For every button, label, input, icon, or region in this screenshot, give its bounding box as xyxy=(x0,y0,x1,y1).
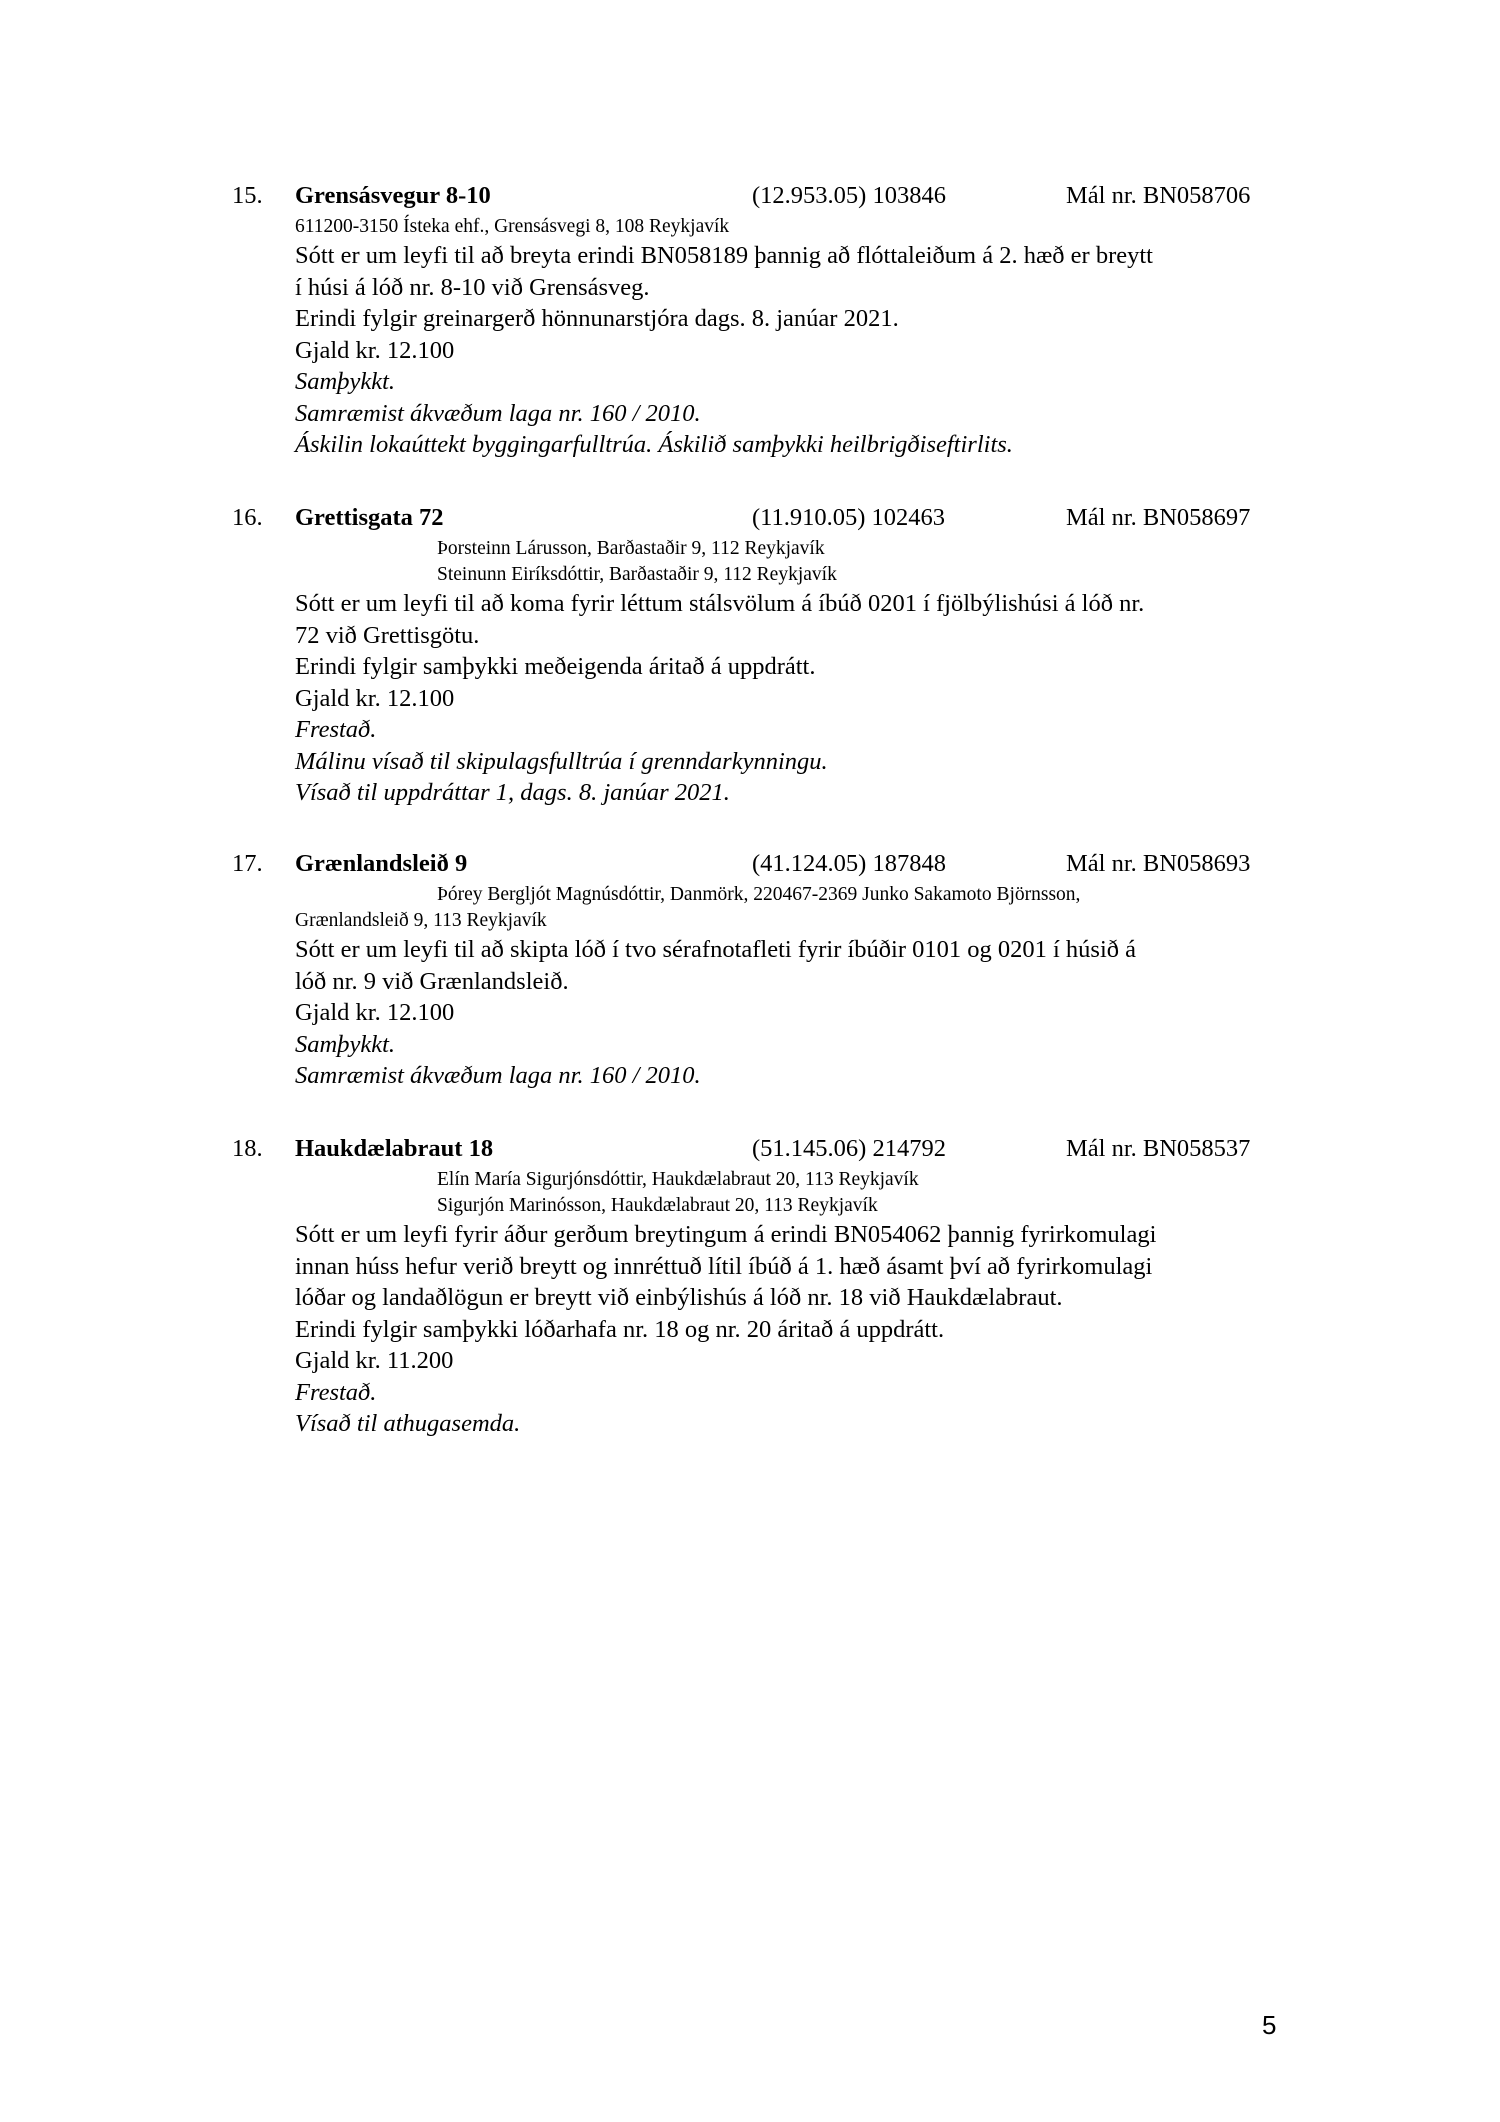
decision-line: Vísað til uppdráttar 1, dags. 8. janúar 2021. xyxy=(295,779,730,806)
case-header xyxy=(232,500,1292,536)
decision-line: Málinu vísað til skipulagsfulltrúa í grenndarkynningu. xyxy=(295,747,828,775)
case-16 xyxy=(232,500,1292,809)
description-line: Erindi fylgir greinargerð hönnunarstjóra dags. 8. janúar 2021. xyxy=(295,305,899,332)
fee-line: Gjald kr. 12.100 xyxy=(295,684,455,712)
description-line: Erindi fylgir samþykki lóðarhafa nr. 18 og nr. 20 áritað á uppdrátt. xyxy=(295,1315,945,1343)
case-address: Grænlandsleið 9 xyxy=(295,850,468,877)
case-number: 18. xyxy=(232,1135,263,1162)
description-line: lóð nr. 9 við Grænlandsleið. xyxy=(295,967,569,995)
description-line: Sótt er um leyfi til að skipta lóð í tvo sérafnotafleti fyrir íbúðir 0101 og 0201 í húsið á xyxy=(295,936,1137,963)
description-line: 72 við Grettisgötu. xyxy=(295,621,480,649)
decision-line: Frestað. xyxy=(295,1378,377,1406)
case-number: 16. xyxy=(232,504,263,531)
case-header xyxy=(232,178,1292,214)
applicant: Elín María Sigurjónsdóttir, Haukdælabraut 20, 113 Reykjavík xyxy=(437,1169,919,1190)
fee-line: Gjald kr. 12.100 xyxy=(295,999,455,1026)
decision-line: Samræmist ákvæðum laga nr. 160 / 2010. xyxy=(295,399,701,427)
case-number: 17. xyxy=(232,850,263,877)
case-description xyxy=(232,240,1292,461)
description-line: innan húss hefur verið breytt og innréttuð lítil íbúð á 1. hæð ásamt því að fyrirkomulagi xyxy=(295,1252,1153,1280)
case-reference: Mál nr. BN058537 xyxy=(1066,1135,1251,1162)
applicants xyxy=(232,536,1292,588)
applicant: 611200-3150 Ísteka ehf., Grensásvegi 8, 108 Reykjavík xyxy=(295,216,730,237)
description-line: Sótt er um leyfi til að breyta erindi BN058189 þannig að flóttaleiðum á 2. hæð er breytt xyxy=(295,242,1153,269)
fee-line: Gjald kr. 12.100 xyxy=(295,336,455,364)
fee-line: Gjald kr. 11.200 xyxy=(295,1347,454,1374)
case-number: 15. xyxy=(232,182,263,209)
description-line: Sótt er um leyfi til að koma fyrir léttum stálsvölum á íbúð 0201 í fjölbýlishúsi á lóð nr. xyxy=(295,590,1145,617)
applicants xyxy=(232,214,1292,240)
description-line: Sótt er um leyfi fyrir áður gerðum breytingum á erindi BN054062 þannig fyrirkomulagi xyxy=(295,1221,1157,1248)
case-reference: Mál nr. BN058693 xyxy=(1066,850,1251,877)
applicants xyxy=(232,882,1292,934)
lot-number: (11.910.05) 102463 xyxy=(752,504,946,531)
applicants xyxy=(232,1167,1292,1219)
lot-number: (51.145.06) 214792 xyxy=(752,1135,946,1162)
case-header xyxy=(232,846,1292,882)
applicant: Þórey Bergljót Magnúsdóttir, Danmörk, 220467-2369 Junko Sakamoto Björnsson, xyxy=(437,884,1081,905)
lot-number: (41.124.05) 187848 xyxy=(752,850,946,877)
decision-line: Samþykkt. xyxy=(295,368,395,395)
description-line: lóðar og landaðlögun er breytt við einbýlishús á lóð nr. 18 við Haukdælabraut. xyxy=(295,1284,1063,1311)
lot-number: (12.953.05) 103846 xyxy=(752,182,946,209)
case-description xyxy=(232,1219,1292,1440)
case-18 xyxy=(232,1131,1292,1440)
description-line: í húsi á lóð nr. 8-10 við Grensásveg. xyxy=(295,273,650,301)
case-description xyxy=(232,934,1292,1092)
case-address: Grettisgata 72 xyxy=(295,504,444,531)
applicant: Þorsteinn Lárusson, Barðastaðir 9, 112 Reykjavík xyxy=(437,538,825,559)
applicant: Sigurjón Marinósson, Haukdælabraut 20, 113 Reykjavík xyxy=(437,1195,878,1216)
applicant: Grænlandsleið 9, 113 Reykjavík xyxy=(295,910,547,931)
case-reference: Mál nr. BN058706 xyxy=(1066,182,1251,209)
case-address: Haukdælabraut 18 xyxy=(295,1135,494,1162)
decision-line: Samræmist ákvæðum laga nr. 160 / 2010. xyxy=(295,1062,701,1089)
decision-line: Áskilin lokaúttekt byggingarfulltrúa. Áskilið samþykki heilbrigðiseftirlits. xyxy=(295,431,1013,458)
case-15 xyxy=(232,178,1292,461)
applicant: Steinunn Eiríksdóttir, Barðastaðir 9, 112 Reykjavík xyxy=(437,564,837,585)
decision-line: Vísað til athugasemda. xyxy=(295,1410,521,1437)
case-address: Grensásvegur 8-10 xyxy=(295,182,491,209)
decision-line: Samþykkt. xyxy=(295,1030,395,1058)
description-line: Erindi fylgir samþykki meðeigenda áritað á uppdrátt. xyxy=(295,653,816,680)
case-header xyxy=(232,1131,1292,1167)
case-reference: Mál nr. BN058697 xyxy=(1066,504,1251,531)
case-17 xyxy=(232,846,1292,1092)
page-number: 5 xyxy=(1262,2010,1277,2040)
decision-line: Frestað. xyxy=(295,716,377,743)
case-description xyxy=(232,588,1292,809)
